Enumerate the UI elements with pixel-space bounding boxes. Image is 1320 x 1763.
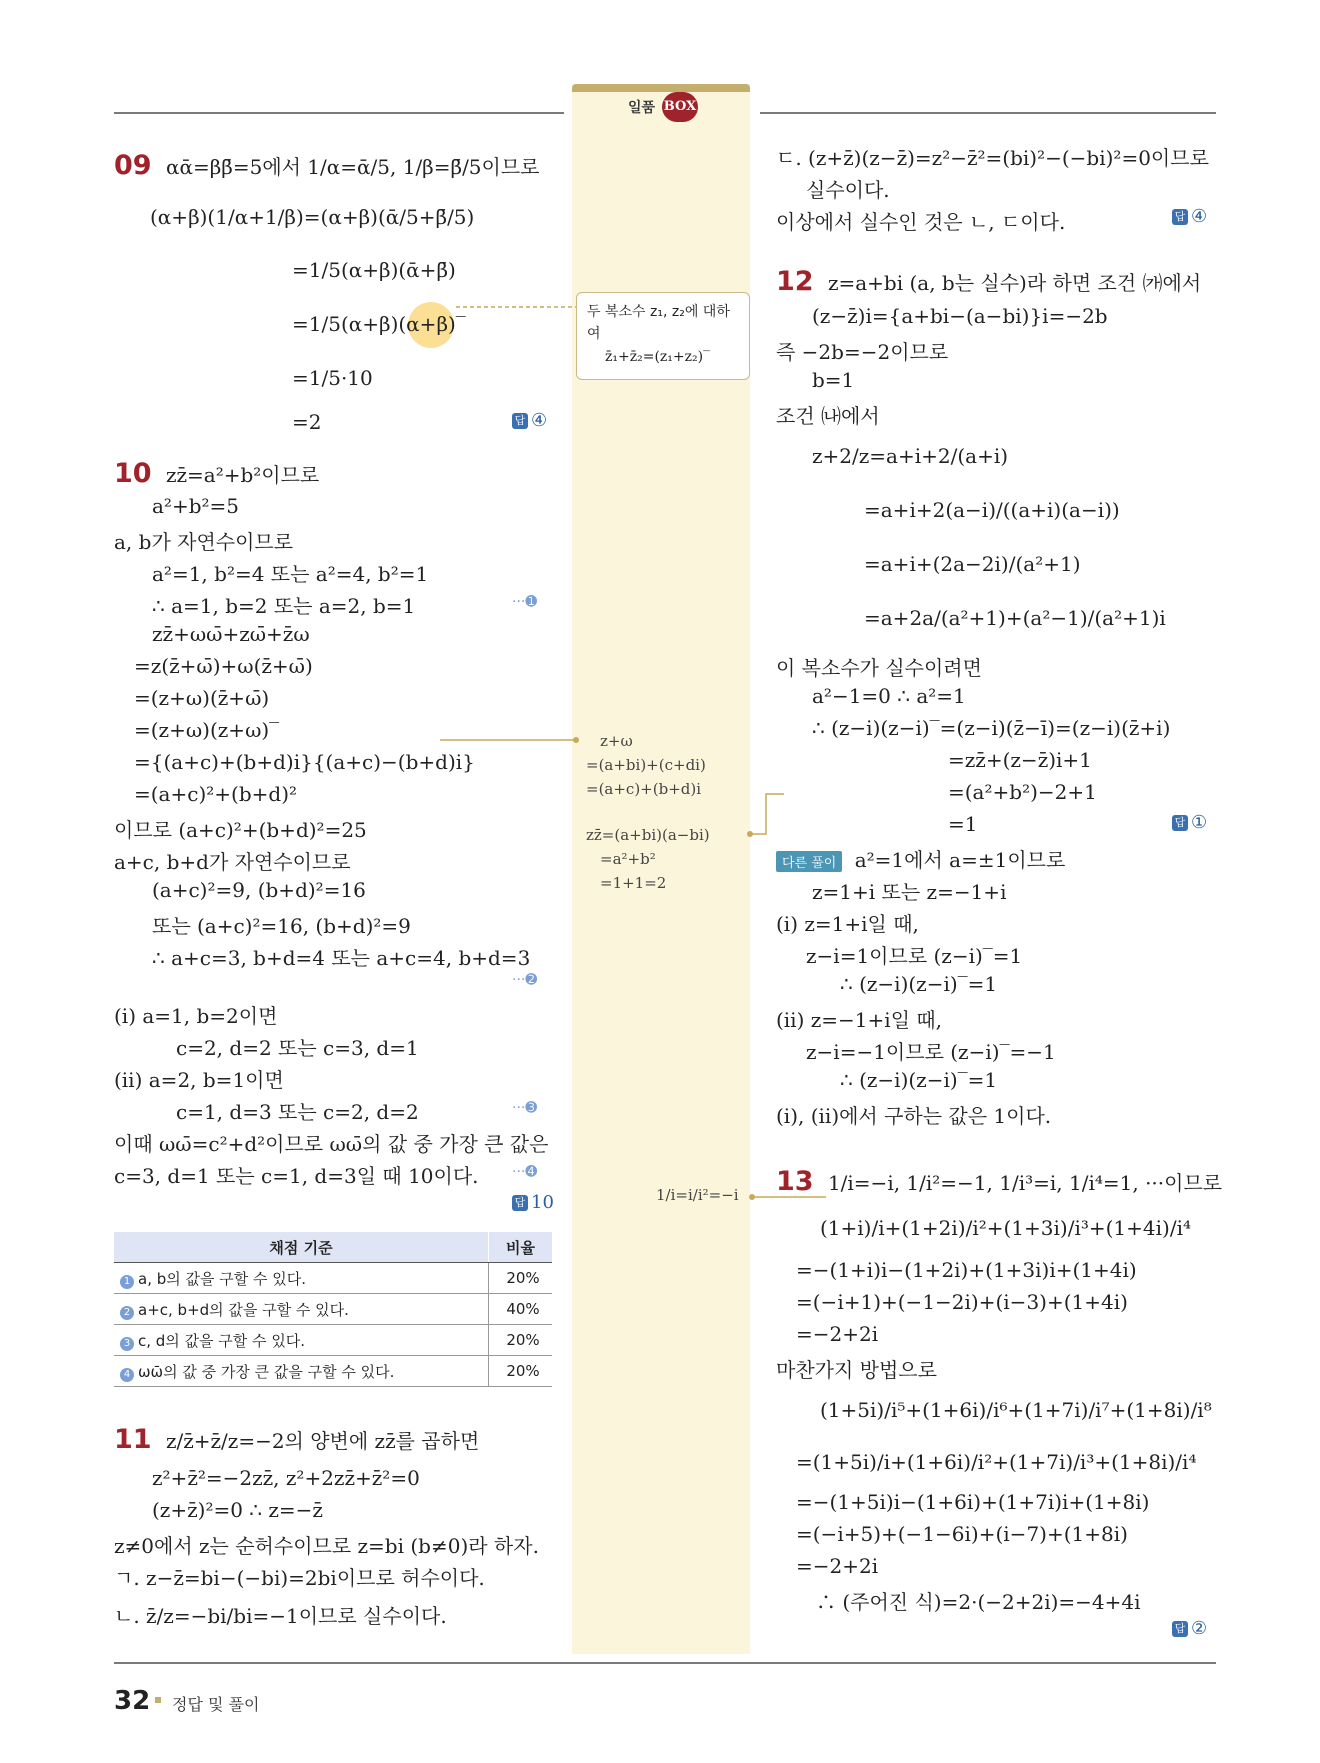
q12-text-5: z+2/z=a+i+2/(a+i) <box>812 444 1009 468</box>
q9-answer: 답 ④ <box>512 410 547 431</box>
q10-line-1 <box>114 458 319 489</box>
callout-text-3: z̄₁+z̄₂=(z₁+z₂)‾ <box>605 349 711 365</box>
q12-line-1 <box>776 266 1201 297</box>
q10-text-16: (ⅰ) a=1, b=2이면 <box>114 1004 278 1028</box>
q9-line-4: =1/5(α+β)(α+β)‾ <box>292 312 466 336</box>
q12-text-11: ∴ (z−i)(z−i)‾=(z−i)(z̄−ī)=(z−i)(z̄+i) <box>812 716 1171 740</box>
q10-text-8: =(z+ω)(z+ω)‾ <box>134 718 280 742</box>
q13-text-4: =−2+2i <box>796 1322 879 1346</box>
q11-text-5: ㄴ. z̄/z=−bi/bi=−1이므로 실수이다. <box>114 1604 447 1628</box>
leader-line-4 <box>746 1190 826 1204</box>
q12-alt-text-8: (ⅰ), (ⅱ)에서 구하는 값은 1이다. <box>776 1104 1052 1128</box>
q13-text-6: (1+5i)/i⁵+(1+6i)/i⁶+(1+7i)/i⁷+(1+8i)/i⁸ <box>820 1398 1212 1422</box>
q11-text-1: z²+z̄²=−2zz̄, z²+2zz̄+z̄²=0 <box>152 1466 420 1490</box>
q10-number: 10 <box>114 458 152 489</box>
q12-text-0: z=a+bi (a, b는 실수)라 하면 조건 ㈎에서 <box>827 271 1202 295</box>
q10-text-3: a²=1, b²=4 또는 a²=4, b²=1 <box>152 562 429 586</box>
q9-line-1 <box>114 150 540 181</box>
q12-alt-text-3: z−i=1이므로 (z−i)‾=1 <box>806 944 1023 968</box>
q12-number: 12 <box>776 266 814 297</box>
callout-text-2: 여 <box>587 326 601 342</box>
q10-text-15: ∴ a+c=3, b+d=4 또는 a+c=4, b+d=3 <box>152 946 531 970</box>
q12-alt-text-6: z−i=−1이므로 (z−i)‾=−1 <box>806 1040 1056 1064</box>
q12-alt-text-2: (ⅰ) z=1+i일 때, <box>776 912 919 936</box>
q10-text-0: zz̄=a²+b²이므로 <box>165 463 320 487</box>
q9-line-2: (α+β)(1/α+1/β)=(α+β)(ᾱ/5+β̄/5) <box>150 205 475 229</box>
q10-mark-4: ···➍ <box>512 1164 538 1180</box>
q13-text-11: ∴ (주어진 식)=2·(−2+2i)=−4+4i <box>816 1590 1141 1614</box>
footer-dot <box>155 1697 161 1703</box>
q10-mark-3: ···➌ <box>512 1100 538 1116</box>
q10-mark-2: ···➋ <box>512 972 538 988</box>
q9-line-6: =2 <box>292 410 322 434</box>
q10-text-5: zz̄+ωω̄+zω̄+z̄ω <box>152 622 310 646</box>
leader-line-3 <box>744 790 784 840</box>
q10-text-1: a²+b²=5 <box>152 494 240 518</box>
table-row: 2 a+c, b+d의 값을 구할 수 있다. 40% <box>114 1294 552 1325</box>
q12-alt-text-0: a²=1에서 a=±1이므로 <box>854 848 1066 872</box>
score-table <box>114 1232 552 1387</box>
q12-text-14: =1 <box>948 812 978 836</box>
q11-number: 11 <box>114 1424 152 1455</box>
mid-note-7: 1/i=i/i²=−i <box>656 1186 739 1204</box>
q9-line-3: =1/5(α+β)(ᾱ+β̄) <box>292 258 456 282</box>
q12-text-6: =a+i+2(a−i)/((a+i)(a−i)) <box>864 498 1120 522</box>
top-rule-right <box>760 112 1216 114</box>
table-row: 3 c, d의 값을 구할 수 있다. 20% <box>114 1325 552 1356</box>
q10-text-9: ={(a+c)+(b+d)i}{(a+c)−(b+d)i} <box>134 750 475 774</box>
alt-solution-badge: 다른 풀이 <box>776 851 842 872</box>
q10-text-17: c=2, d=2 또는 c=3, d=1 <box>176 1036 419 1060</box>
q12-text-4: 조건 ㈏에서 <box>776 404 880 428</box>
callout-box-1 <box>576 292 750 380</box>
q12-alt-line-0 <box>776 844 1065 873</box>
score-header-criteria: 채점 기준 <box>114 1232 489 1263</box>
mid-note-1: z+ω <box>600 732 633 750</box>
footer-title: 정답 및 풀이 <box>172 1695 260 1714</box>
q10-mark-1: ···➊ <box>512 594 538 610</box>
q11-text-4: ㄱ. z−z̄=bi−(−bi)=2bi이므로 허수이다. <box>114 1566 485 1590</box>
bottom-rule <box>114 1662 1216 1664</box>
table-row: 4 ωω̄의 값 중 가장 큰 값을 구할 수 있다. 20% <box>114 1356 552 1387</box>
q13-text-8: =−(1+5i)i−(1+6i)+(1+7i)i+(1+8i) <box>796 1490 1150 1514</box>
q13-text-7: =(1+5i)/i+(1+6i)/i²+(1+7i)/i³+(1+8i)/i⁴ <box>796 1450 1197 1474</box>
q10-text-20: 이때 ωω̄=c²+d²이므로 ωω̄의 값 중 가장 큰 값은 <box>114 1132 549 1156</box>
q12-alt-text-4: ∴ (z−i)(z−i)‾=1 <box>840 972 998 996</box>
q12-alt-text-7: ∴ (z−i)(z−i)‾=1 <box>840 1068 998 1092</box>
callout-text-1: 두 복소수 z₁, z₂에 대하 <box>587 304 730 320</box>
score-header-ratio: 비율 <box>489 1232 553 1263</box>
q10-text-10: =(a+c)²+(b+d)² <box>134 782 298 806</box>
q10-answer: 답 10 <box>512 1192 554 1213</box>
q10-text-19: c=1, d=3 또는 c=2, d=2 <box>176 1100 419 1124</box>
q9-line-5: =1/5·10 <box>292 366 373 390</box>
q12-text-1: (z−z̄)i={a+bi−(a−bi)}i=−2b <box>812 304 1108 328</box>
q13-text-9: =(−i+5)+(−1−6i)+(i−7)+(1+8i) <box>796 1522 1128 1546</box>
q11-cont-1: ㄷ. (z+z̄)(z−z̄)=z²−z̄²=(bi)²−(−bi)²=0이므로 <box>776 146 1209 170</box>
q10-text-2: a, b가 자연수이므로 <box>114 530 294 554</box>
q13-text-1: (1+i)/i+(1+2i)/i²+(1+3i)/i³+(1+4i)/i⁴ <box>820 1216 1191 1240</box>
mid-note-4: zz̄=(a+bi)(a−bi) <box>586 826 710 844</box>
box-badge <box>620 92 710 122</box>
q12-alt-text-5: (ⅱ) z=−1+i일 때, <box>776 1008 943 1032</box>
page-number: 32 <box>114 1686 151 1716</box>
box-column-top <box>572 84 750 92</box>
q13-text-2: =−(1+i)i−(1+2i)+(1+3i)i+(1+4i) <box>796 1258 1137 1282</box>
mid-note-5: =a²+b² <box>600 850 656 868</box>
q11-cont-2: 실수이다. <box>806 178 890 202</box>
q12-text-9: 이 복소수가 실수이려면 <box>776 656 982 680</box>
q10-text-18: (ⅱ) a=2, b=1이면 <box>114 1068 284 1092</box>
q10-text-13: (a+c)²=9, (b+d)²=16 <box>152 878 366 902</box>
q13-text-10: =−2+2i <box>796 1554 879 1578</box>
q10-text-14: 또는 (a+c)²=16, (b+d)²=9 <box>152 914 411 938</box>
q12-text-8: =a+2a/(a²+1)+(a²−1)/(a²+1)i <box>864 606 1166 630</box>
leader-line-2 <box>440 735 580 745</box>
q13-text-5: 마찬가지 방법으로 <box>776 1358 937 1382</box>
q12-text-10: a²−1=0 ∴ a²=1 <box>812 684 966 708</box>
q10-text-21: c=3, d=1 또는 c=1, d=3일 때 10이다. <box>114 1164 479 1188</box>
q10-text-7: =(z+ω)(z̄+ω̄) <box>134 686 270 710</box>
q10-text-11: 이므로 (a+c)²+(b+d)²=25 <box>114 818 367 842</box>
mid-note-2: =(a+bi)+(c+di) <box>586 756 706 774</box>
q11-answer: 답 ④ <box>1172 206 1207 227</box>
q12-text-2: 즉 −2b=−2이므로 <box>776 340 949 364</box>
badge-box: BOX <box>662 92 698 122</box>
q13-number: 13 <box>776 1166 814 1197</box>
q10-text-12: a+c, b+d가 자연수이므로 <box>114 850 351 874</box>
q13-text-0: 1/i=−i, 1/i²=−1, 1/i³=i, 1/i⁴=1, ···이므로 <box>827 1171 1223 1195</box>
q11-line-1 <box>114 1424 479 1455</box>
q12-alt-text-1: z=1+i 또는 z=−1+i <box>812 880 1007 904</box>
q13-answer: 답 ② <box>1172 1618 1207 1639</box>
q12-text-12: =zz̄+(z−z̄)i+1 <box>948 748 1092 772</box>
q12-text-13: =(a²+b²)−2+1 <box>948 780 1097 804</box>
q10-text-4: ∴ a=1, b=2 또는 a=2, b=1 <box>152 594 416 618</box>
q13-text-3: =(−i+1)+(−1−2i)+(i−3)+(1+4i) <box>796 1290 1128 1314</box>
q11-text-0: z/z̄+z̄/z=−2의 양변에 zz̄를 곱하면 <box>165 1429 480 1453</box>
mid-note-3: =(a+c)+(b+d)i <box>586 780 702 798</box>
q11-text-3: z≠0에서 z는 순허수이므로 z=bi (b≠0)라 하자. <box>114 1534 539 1558</box>
mid-note-6: =1+1=2 <box>600 874 667 892</box>
q13-line-1 <box>776 1166 1222 1197</box>
q9-number: 09 <box>114 150 152 181</box>
q9-text-1: αᾱ=ββ̄=5에서 1/α=ᾱ/5, 1/β=β̄/5이므로 <box>165 155 540 179</box>
callout-leader-1 <box>456 300 578 314</box>
q10-text-6: =z(z̄+ω̄)+ω(z̄+ω̄) <box>134 654 313 678</box>
top-rule-left <box>114 112 564 114</box>
q12-text-7: =a+i+(2a−2i)/(a²+1) <box>864 552 1081 576</box>
q11-text-2: (z+z̄)²=0 ∴ z=−z̄ <box>152 1498 323 1522</box>
q11-cont-3: 이상에서 실수인 것은 ㄴ, ㄷ이다. <box>776 210 1066 234</box>
table-row: 1 a, b의 값을 구할 수 있다. 20% <box>114 1263 552 1294</box>
q12-answer: 답 ① <box>1172 812 1207 833</box>
q12-text-3: b=1 <box>812 368 855 392</box>
badge-prefix: 일품 <box>628 100 656 116</box>
